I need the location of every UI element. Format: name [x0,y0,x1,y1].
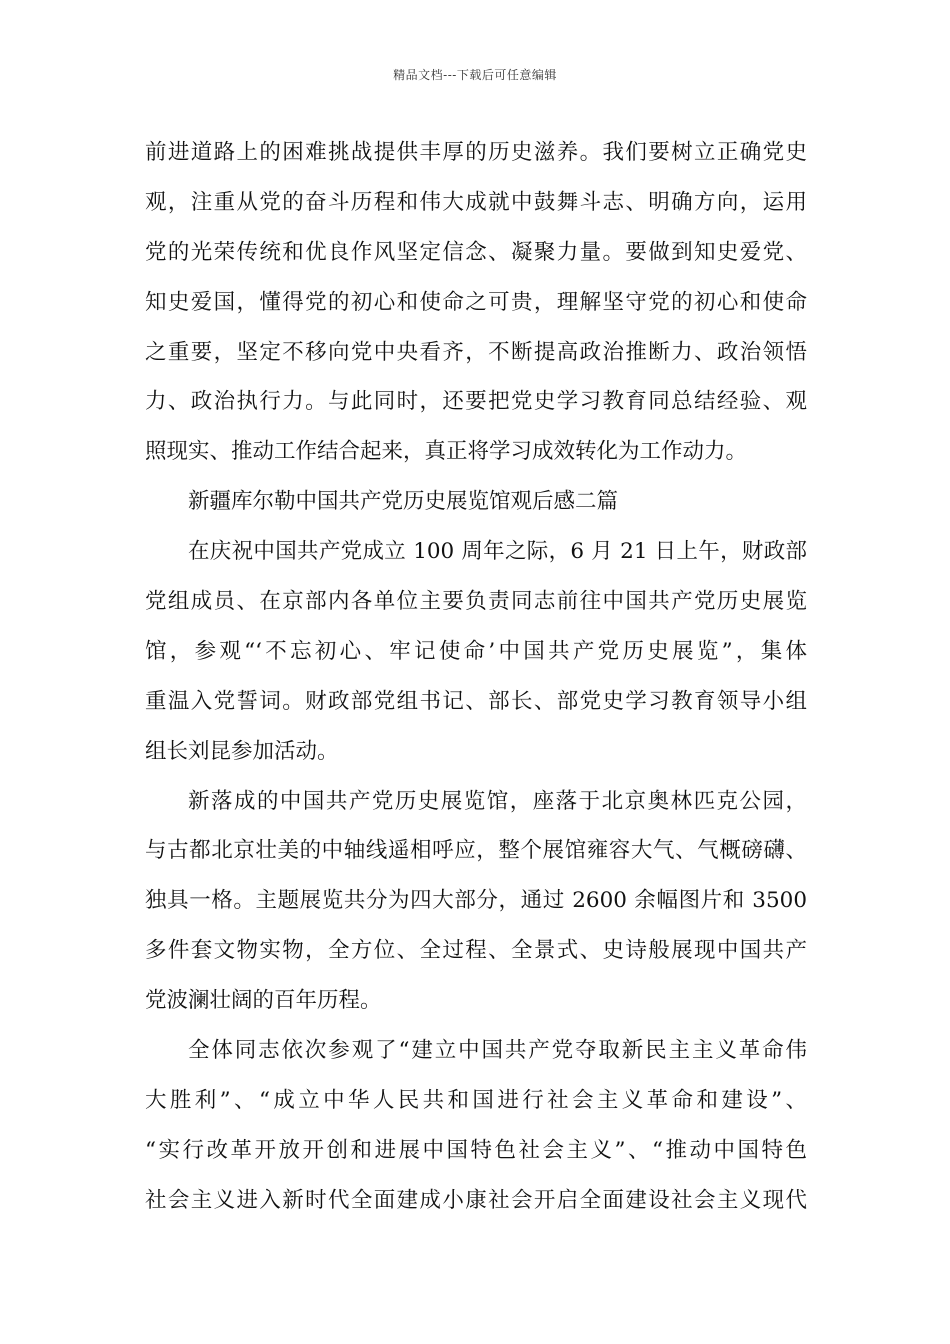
text-line: 与古都北京壮美的中轴线遥相呼应，整个展馆雍容大气、气概磅礴、 [145,838,807,864]
text-line: 社会主义进入新时代全面建成小康社会开启全面建设社会主义现代 [145,1187,807,1213]
text-line: 前进道路上的困难挑战提供丰厚的历史滋养。我们要树立正确党史 [145,140,807,165]
text-line: 力、政治执行力。与此同时，还要把党史学习教育同总结经验、观 [145,389,807,415]
text-line: 之重要，坚定不移向党中央看齐，不断提高政治推断力、政治领悟 [145,339,807,365]
text-line: 照现实、推动工作结合起来，真正将学习成效转化为工作动力。 [145,439,748,465]
page-header: 精品文档---下载后可任意编辑 [393,68,557,82]
text-line: 观，注重从党的奋斗历程和伟大成就中鼓舞斗志、明确方向，运用 [145,189,807,215]
text-line: 组长刘昆参加活动。 [145,738,339,764]
text-line: 新疆库尔勒中国共产党历史展览馆观后感二篇 [188,489,619,515]
text-line: 知史爱国，懂得党的初心和使命之可贵，理解坚守党的初心和使命 [145,289,807,315]
text-line: 全体同志依次参观了“建立中国共产党夺取新民主主义革命伟 [188,1038,807,1064]
text-line: “实行改革开放开创和进展中国特色社会主义”、“推动中国特色 [145,1137,807,1163]
text-line: 党波澜壮阔的百年历程。 [145,988,382,1014]
text-line: 重温入党誓词。财政部党组书记、部长、部党史学习教育领导小组 [145,688,807,714]
text-line: 大胜利”、“成立中华人民共和国进行社会主义革命和建设”、 [145,1087,807,1113]
text-line: 在庆祝中国共产党成立 100 周年之际，6 月 21 日上午，财政部 [188,539,807,565]
text-line: 馆，参观“‘不忘初心、牢记使命’中国共产党历史展览”，集体 [145,638,807,664]
text-line: 多件套文物实物，全方位、全过程、全景式、史诗般展现中国共产 [145,938,807,964]
text-line: 独具一格。主题展览共分为四大部分，通过 2600 余幅图片和 3500 [145,888,807,914]
body-text [145,133,807,1231]
text-line: 党的光荣传统和优良作风坚定信念、凝聚力量。要做到知史爱党、 [145,239,807,265]
text-line: 新落成的中国共产党历史展览馆，座落于北京奥林匹克公园， [188,788,807,814]
text-line: 党组成员、在京部内各单位主要负责同志前往中国共产党历史展览 [145,589,807,615]
